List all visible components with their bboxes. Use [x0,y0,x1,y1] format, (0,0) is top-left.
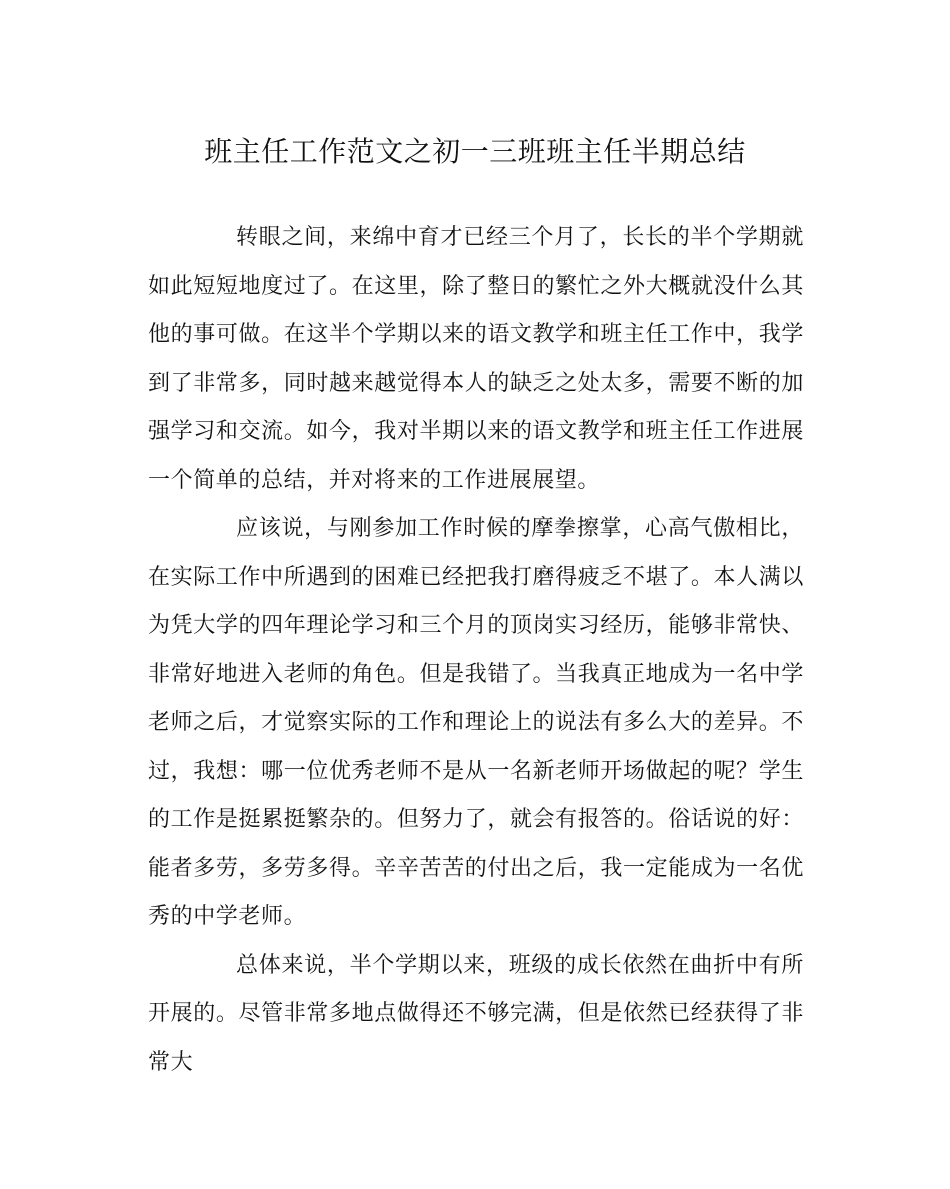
document-title: 班主任工作范文之初一三班班主任半期总结 [204,135,746,168]
paragraph-1: 转眼之间，来绵中育才已经三个月了，长长的半个学期就如此短短地度过了。在这里，除了整日的繁忙之外大概就没什么其他的事可做。在这半个学期以来的语文教学和班主任工作中，我学到了非常多，同时越来越觉得本人的缺乏之处太多，需要不断的加强学习和交流。如今，我对半期以来的语文教学和班主任工作进展一个简单的总结，并对将来的工作进展展望。 [148,225,804,493]
paragraph-2: 应该说，与刚参加工作时候的摩拳擦掌，心高气傲相比，在实际工作中所遇到的困难已经把我打磨得疲乏不堪了。本人满以为凭大学的四年理论学习和三个月的顶岗实习经历，能够非常快、非常好地进入老师的角色。但是我错了。当我真正地成为一名中学老师之后，才觉察实际的工作和理论上的说法有多么大的差异。不过，我想：哪一位优秀老师不是从一名新老师开场做起的呢？学生的工作是挺累挺繁杂的。但努力了，就会有报答的。俗话说的好：能者多劳，多劳多得。辛辛苦苦的付出之后，我一定能成为一名优秀的中学老师。 [148,516,804,929]
paragraph-3: 总体来说，半个学期以来，班级的成长依然在曲折中有所开展的。尽管非常多地点做得还不够完满，但是依然已经获得了非常大 [148,952,804,1075]
document-body [148,214,804,1087]
